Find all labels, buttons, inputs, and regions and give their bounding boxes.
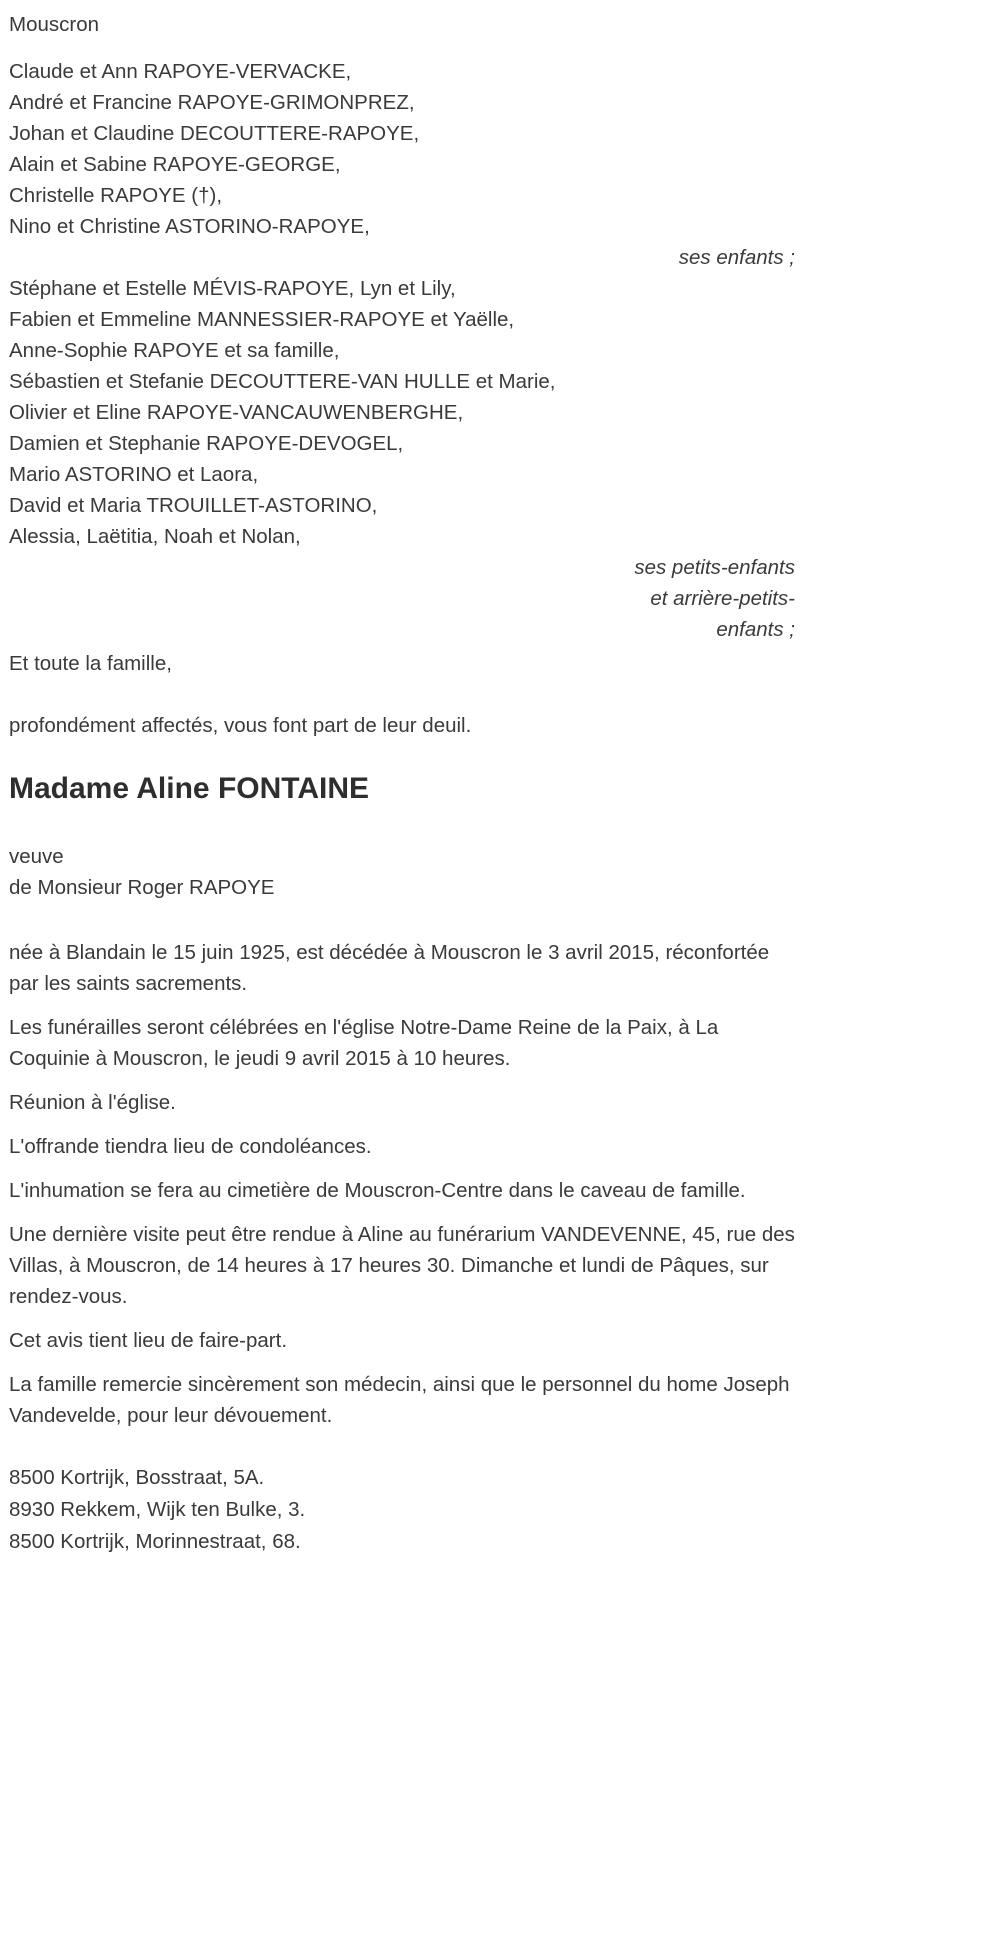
address-line: 8930 Rekkem, Wijk ten Bulke, 3. [9,1498,306,1521]
grandchild-line: Olivier et Eline RAPOYE-VANCAUWENBERGHE, [9,401,464,424]
grandchildren-caption-line: et arrière-petits- [650,587,795,610]
grandchildren-caption-line: ses petits-enfants [634,556,795,579]
grandchild-line: Stéphane et Estelle MÉVIS-RAPOYE, Lyn et Lily, [9,277,456,300]
children-list [9,56,795,242]
funeral-paragraph: Les funérailles seront célébrées en l'église Notre-Dame Reine de la Paix, à La Coquinie à Mouscron, le jeudi 9 avril 2015 à 10 heures. [9,1016,719,1070]
reunion-paragraph: Réunion à l'église. [9,1091,176,1114]
children-caption [9,242,795,273]
widow-lines [9,841,795,903]
widow-status: veuve [9,845,64,868]
child-line: Nino et Christine ASTORINO-RAPOYE, [9,215,370,238]
family-line: Et toute la famille, [9,652,172,675]
visite-paragraph: Une dernière visite peut être rendue à Aline au funérarium VANDEVENNE, 45, rue des Villas, à Mouscron, de 14 heures à 17 heures 30. Dimanche et lundi de Pâques, sur rendez-vous. [9,1223,795,1308]
grandchildren-caption [9,552,795,645]
children-caption-text: ses enfants ; [678,246,795,269]
grandchildren-caption-line: enfants ; [716,618,795,641]
grandchildren-list [9,273,795,552]
faire-part-paragraph: Cet avis tient lieu de faire-part. [9,1329,288,1352]
child-line: Alain et Sabine RAPOYE-GEORGE, [9,153,341,176]
grandchild-line: Alessia, Laëtitia, Noah et Nolan, [9,525,301,548]
child-line: Johan et Claudine DECOUTTERE-RAPOYE, [9,122,420,145]
grandchild-line: Fabien et Emmeline MANNESSIER-RAPOYE et Yaëlle, [9,308,515,331]
address-list [9,1462,795,1558]
grandchild-line: Sébastien et Stefanie DECOUTTERE-VAN HULLE et Marie, [9,370,556,393]
city-line: Mouscron [9,13,100,36]
child-line: Christelle RAPOYE (†), [9,184,223,207]
grandchild-line: Mario ASTORINO et Laora, [9,463,259,486]
offrande-paragraph: L'offrande tiendra lieu de condoléances. [9,1135,372,1158]
address-line: 8500 Kortrijk, Morinnestraat, 68. [9,1530,301,1553]
deceased-name-title: Madame Aline FONTAINE [9,772,370,805]
birth-death-paragraph: née à Blandain le 15 juin 1925, est décédée à Mouscron le 3 avril 2015, réconfortée par les saints sacrements. [9,941,770,995]
announcement-line: profondément affectés, vous font part de leur deuil. [9,714,472,737]
inhumation-paragraph: L'inhumation se fera au cimetière de Mouscron-Centre dans le caveau de famille. [9,1179,746,1202]
child-line: André et Francine RAPOYE-GRIMONPREZ, [9,91,415,114]
grandchild-line: Anne-Sophie RAPOYE et sa famille, [9,339,340,362]
remerciements-paragraph: La famille remercie sincèrement son médecin, ainsi que le personnel du home Joseph Vandevelde, pour leur dévouement. [9,1373,790,1427]
notice-body [9,937,795,1431]
address-line: 8500 Kortrijk, Bosstraat, 5A. [9,1466,265,1489]
late-husband-line: de Monsieur Roger RAPOYE [9,876,275,899]
child-line: Claude et Ann RAPOYE-VERVACKE, [9,60,352,83]
grandchild-line: David et Maria TROUILLET-ASTORINO, [9,494,378,517]
grandchild-line: Damien et Stephanie RAPOYE-DEVOGEL, [9,432,404,455]
